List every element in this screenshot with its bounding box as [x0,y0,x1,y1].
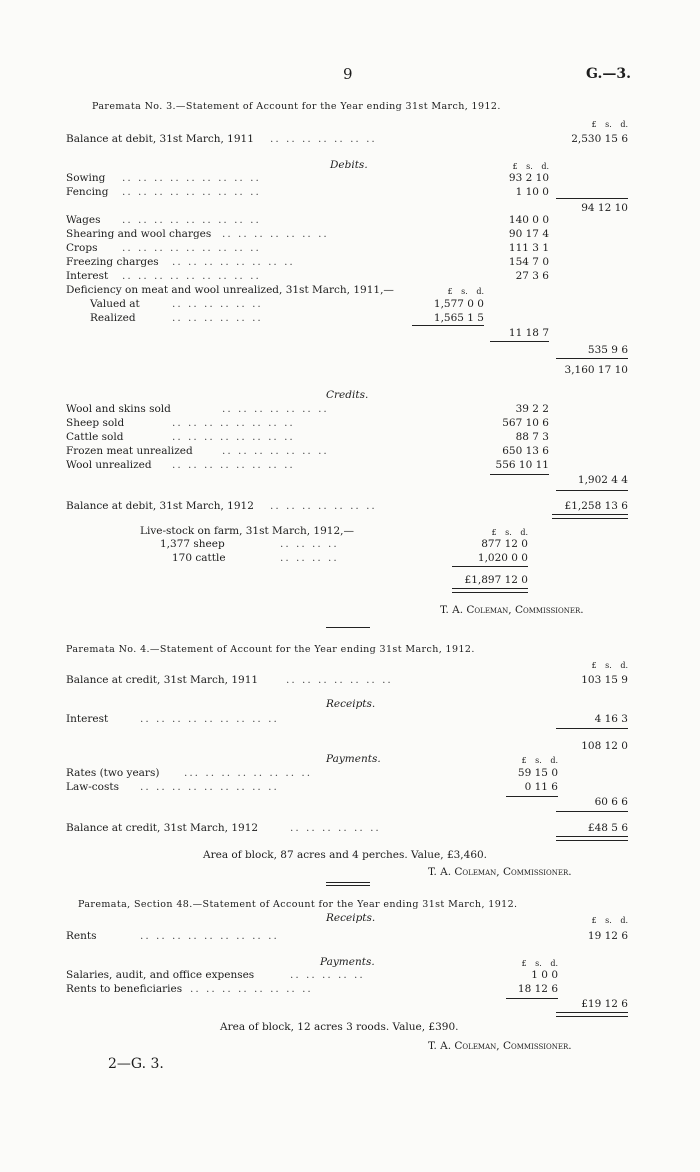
section2-payment-amount: 59 15 0 [517,767,558,779]
sheet-mark: 2—G. 3. [108,1056,164,1072]
page-number: 9 [343,65,353,83]
section2-closing-label: Balance at credit, 31st March, 1912 [66,822,259,834]
deficiency-money-header: £ s. d. [447,287,484,296]
section3-payment-label: Salaries, audit, and office expenses [66,969,255,981]
deficiency-valued-amount: 1,577 0 0 [433,298,484,310]
section2-payment-label: Law-costs [66,781,119,793]
document-page: 9 G.—3. Paremata No. 3.—Statement of Account for the Year ending 31st March, 1912. £ s. d. Balance at debit, 31st March, 1911 .. .. .. .. .. .. .. 2,530 15 6 Debits. £ s. d. Sowing .. .. .. .. .. .. .. .. .. 93 2 10 Fencing .. .. .. .. .. .. .. .. .. 1 10 0 94 12 10 Wages .. .. .. .. .. .. .. .. .. 140 0 0 Shearing and wool charges .. .. .. .. .. .. .. 90 17 4 Crops .. .. .. .. .. .. .. .. .. 111 3 1 Freezing charges .. .. .. .. .. .. .. .. 154 7 0 Interest .. .. .. .. .. .. .. .. .. 27 3 6 Deficiency on meat and wool unrealized, 31st March, 1911,— £ s. d. Valued at .. .. .. .. .. .. 1,577 0 0 Realized .. .. .. .. .. .. 1,565 1 5 11 18 7 535 9 6 3,160 17 10 Credits. Wool and skins sold .. .. .. .. .. .. .. 39 2 2 Sheep sold .. .. .. .. .. .. .. .. 567 10 6 Cattle sold .. .. .. .. .. .. .. .. 88 7 3 Frozen meat unrealized .. .. .. .. .. .. .. 650 13 6 Wool unrealized .. .. .. .. .. .. .. .. 556 10 11 1,902 4 4 Balance at debit, 31st March, 1912 .. .. .. .. .. .. .. £1,258 13 6 Live-stock on farm, 31st March, 1912,— £ s. d. 1,377 sheep .. .. .. .. 877 12 0 170 cattle .. .. .. .. 1,020 0 0 £1,897 12 0 T. A. Coleman, Commissioner. Paremata No. 4.—Statement of Account for the Year ending 31st March, 1912. £ s. d. Balance at credit, 31st March, 1911 .. .. .. .. .. .. .. 103 15 9 Receipts. Interest .. .. .. .. .. .. .. .. .. 4 16 3 108 12 0 Payments. £ s. d. Rates (two years) ... .. .. .. .. .. .. .. 59 15 0 Law-costs .. .. .. .. .. .. .. .. .. 0 11 6 60 6 6 Balance at credit, 31st March, 1912 .. .. .. .. .. .. £48 5 6 Area of block, 87 acres and 4 perches. Value, £3,460. T. A. Coleman, Commissioner. Paremata, Section 48.—Statement of Account for the Year ending 31st March, 1912. Receipts. £ s. d. Rents .. .. .. .. .. .. .. .. .. 19 12 6 Payments. £ s. d. Salaries, audit, and office expenses .. .. .. .. .. 1 0 0 Rents to beneficiaries .. .. .. .. .. .. .. .. 18 12 6 £19 12 6 Area of block, 12 acres 3 roods. Value, £390. T. A. Coleman, Commissioner. 2—G. 3. [0,0,700,1172]
section2-opening-label: Balance at credit, 31st March, 1911 [66,674,259,686]
section3-payment-amount: 1 0 0 [531,969,558,981]
section2-receipt-label: Interest [66,713,109,725]
section1-credits-heading: Credits. [326,389,369,401]
list-item-label: Sowing [66,172,106,184]
livestock-cattle-label: 170 cattle [172,552,226,564]
list-item-amount: 90 17 4 [508,228,549,240]
section1-subtotal: 3,160 17 10 [564,364,628,376]
list-item-amount: 650 13 6 [502,445,549,457]
document-reference: G.—3. [586,66,631,82]
section2-title: Paremata No. 4.—Statement of Account for the Year ending 31st March, 1912. [66,644,475,655]
list-item-label: Shearing and wool charges [66,228,212,240]
livestock-label: Live-stock on farm, 31st March, 1912,— [140,525,354,537]
section3-payment-label: Rents to beneficiaries [66,983,183,995]
section3-receipt-amount: 19 12 6 [587,930,628,942]
section2-receipts-heading: Receipts. [326,698,376,710]
list-item-amount: 556 10 11 [495,459,549,471]
section3-receipt-label: Rents [66,930,97,942]
section1-debits-b-total: 535 9 6 [587,344,628,356]
list-item-label: Fencing [66,186,109,198]
list-item-amount: 1 10 0 [515,186,549,198]
deficiency-label: Deficiency on meat and wool unrealized, 31st March, 1911,— [66,284,394,296]
list-item-label: Cattle sold [66,431,124,443]
section2-opening-amount: 103 15 9 [581,674,628,686]
livestock-money-header: £ s. d. [491,528,528,537]
deficiency-realized-label: Realized [90,312,136,324]
section3-title: Paremata, Section 48.—Statement of Account for the Year ending 31st March, 1912. [78,899,518,910]
list-item-amount: 27 3 6 [515,270,549,282]
livestock-cattle-amount: 1,020 0 0 [477,552,528,564]
section2-area: Area of block, 87 acres and 4 perches. Value, £3,460. [203,849,488,861]
list-item-amount: 154 7 0 [508,256,549,268]
section3-payments-total: £19 12 6 [581,998,628,1010]
list-item-amount: 93 2 10 [508,172,549,184]
section2-payment-amount: 0 11 6 [524,781,558,793]
deficiency-valued-label: Valued at [90,298,140,310]
list-item-amount: 88 7 3 [515,431,549,443]
list-item-amount: 567 10 6 [502,417,549,429]
list-item-label: Sheep sold [66,417,125,429]
section3-payment-money-header: £ s. d. [521,959,558,968]
list-item-label: Wool unrealized [66,459,152,471]
list-item-amount: 111 3 1 [508,242,549,254]
section2-money-header: £ s. d. [591,661,628,670]
list-item-label: Wages [66,214,101,226]
section3-signature: T. A. Coleman, Commissioner. [428,1040,572,1052]
section1-opening-label: Balance at debit, 31st March, 1911 [66,133,254,145]
section1-signature: T. A. Coleman, Commissioner. [440,604,584,616]
list-item-label: Frozen meat unrealized [66,445,193,457]
section2-payments-heading: Payments. [326,753,381,765]
section1-debit-money-header: £ s. d. [512,162,549,171]
section3-money-header: £ s. d. [591,916,628,925]
livestock-sheep-label: 1,377 sheep [160,538,225,550]
section2-subtotal: 108 12 0 [581,740,628,752]
section1-debits-heading: Debits. [330,159,368,171]
section2-payment-label: Rates (two years) [66,767,160,779]
list-item-amount: 140 0 0 [508,214,549,226]
section1-opening-amount: 2,530 15 6 [571,133,628,145]
section3-payments-heading: Payments. [320,956,375,968]
section1-money-header: £ s. d. [591,120,628,129]
section1-debits-a-total: 94 12 10 [581,202,628,214]
livestock-total: £1,897 12 0 [464,574,528,586]
section1-credits-total: 1,902 4 4 [577,474,628,486]
section1-title: Paremata No. 3.—Statement of Account for the Year ending 31st March, 1912. [92,101,501,112]
list-item-amount: 39 2 2 [515,403,549,415]
list-item-label: Crops [66,242,98,254]
list-item-label: Freezing charges [66,256,159,268]
section3-receipts-heading: Receipts. [326,912,376,924]
list-item-label: Wool and skins sold [66,403,171,415]
livestock-sheep-amount: 877 12 0 [481,538,528,550]
list-item-label: Interest [66,270,109,282]
deficiency-difference: 11 18 7 [508,327,549,339]
section2-closing-amount: £48 5 6 [587,822,628,834]
section1-closing-label: Balance at debit, 31st March, 1912 [66,500,254,512]
section2-receipt-amount: 4 16 3 [594,713,628,725]
section3-payment-amount: 18 12 6 [517,983,558,995]
section1-closing-amount: £1,258 13 6 [564,500,628,512]
section2-signature: T. A. Coleman, Commissioner. [428,866,572,878]
deficiency-realized-amount: 1,565 1 5 [433,312,484,324]
section2-payment-money-header: £ s. d. [521,756,558,765]
section3-area: Area of block, 12 acres 3 roods. Value, £390. [220,1021,459,1033]
section2-payments-total: 60 6 6 [594,796,628,808]
